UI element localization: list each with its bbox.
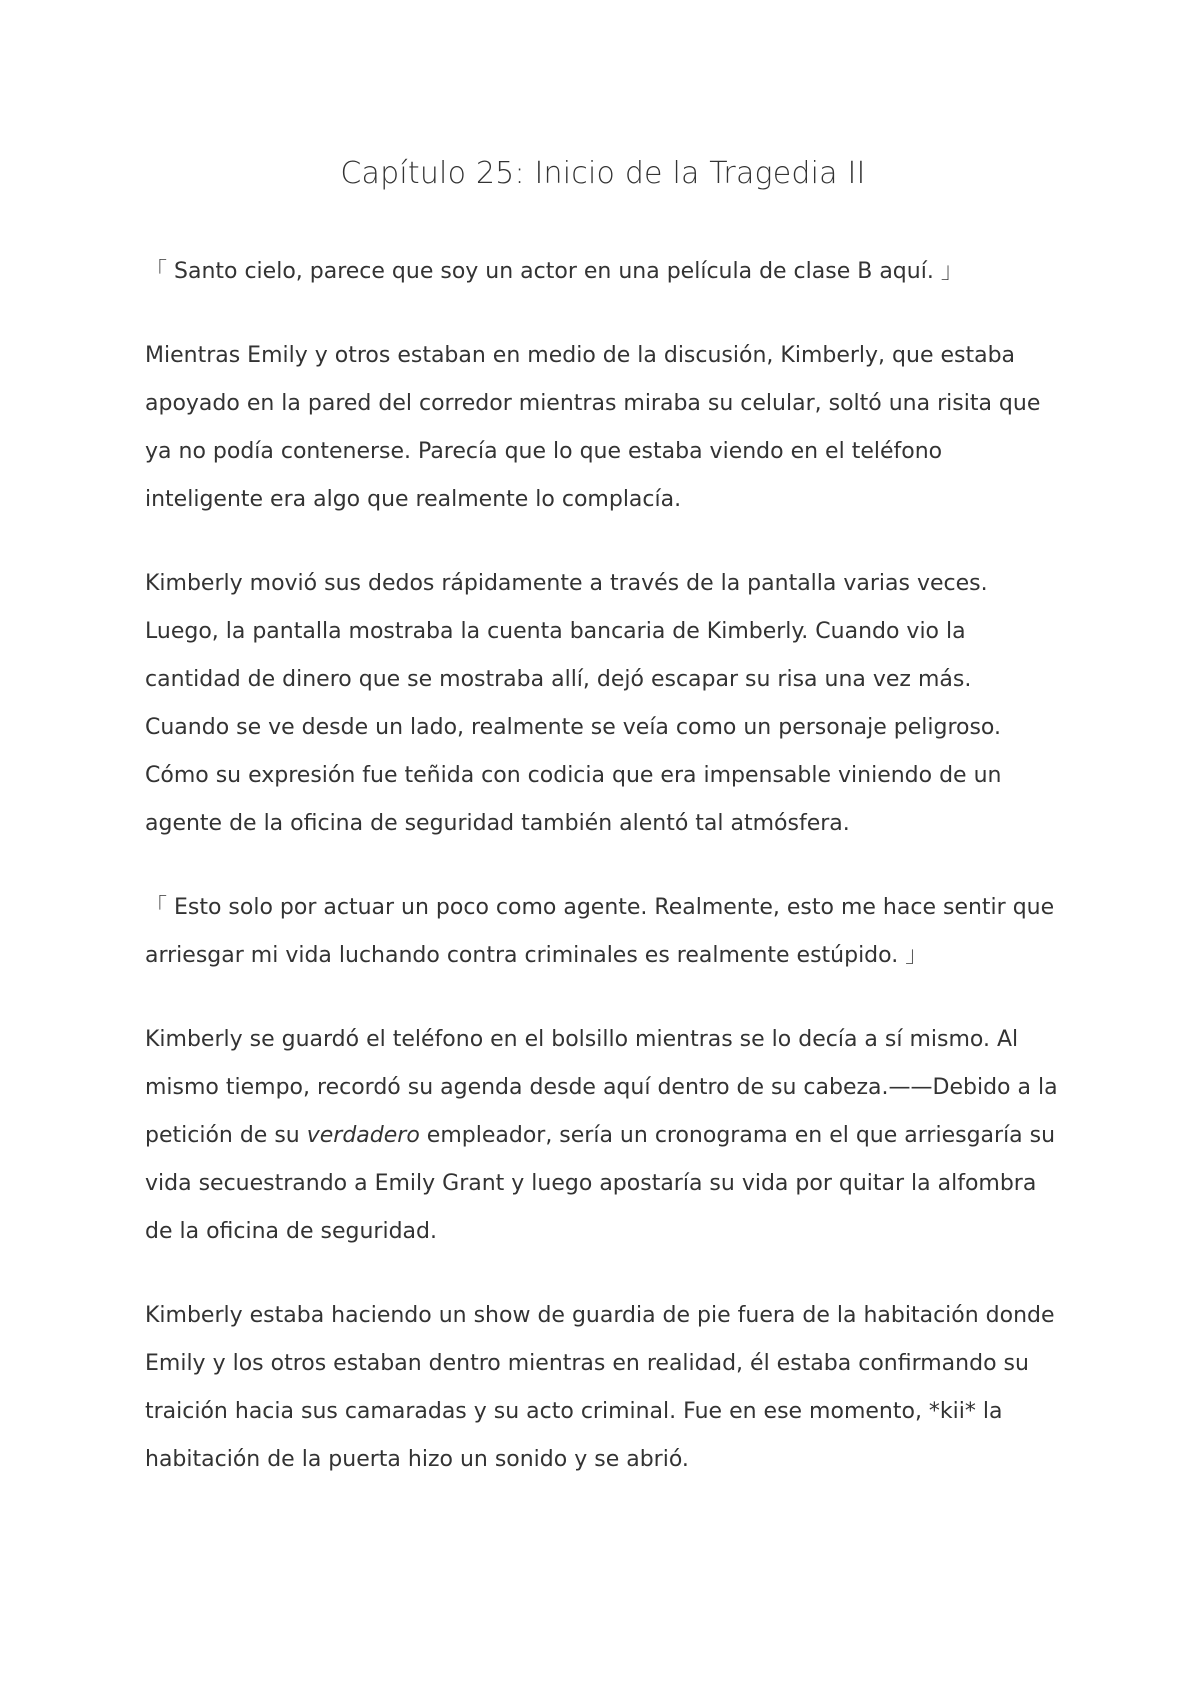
- paragraph-6: Kimberly estaba haciendo un show de guardia de pie fuera de la habitación donde Emily y los otros estaban dentro mientras en realidad, él estaba confirmando su traición hacia sus camaradas y su acto criminal. Fue en ese momento, *kii* la habitación de la puerta hizo un sonido y se abrió.: [145, 1303, 1055, 1472]
- paragraph-1: 「 Santo cielo, parece que soy un actor en una película de clase B aquí. 」: [145, 259, 963, 284]
- paragraph-3: Kimberly movió sus dedos rápidamente a través de la pantalla varias veces. Luego, la pantalla mostraba la cuenta bancaria de Kimberly. Cuando vio la cantidad de dinero que se mostraba allí, dejó escapar su risa una vez más. Cuando se ve desde un lado, realmente se veía como un personaje peligroso. Cómo su expresión fue teñida con codicia que era impensable viniendo de un agente de la oficina de seguridad también alentó tal atmósfera.: [145, 571, 1002, 836]
- paragraph-5-start: Kimberly se guardó el teléfono en el bolsillo mientras se lo decía a sí mismo. Al mismo tiempo, recordó su agenda desde aquí dentro de su cabeza.——Debido a la petición de su: [145, 1027, 1058, 1148]
- paragraph-2: Mientras Emily y otros estaban en medio de la discusión, Kimberly, que estaba apoyado en la pared del corredor mientras miraba su celular, soltó una risita que ya no podía contenerse. Parecía que lo que estaba viendo en el teléfono inteligente era algo que realmente lo complacía.: [145, 343, 1041, 512]
- chapter-title: Capítulo 25: Inicio de la Tragedia II: [340, 156, 866, 191]
- paragraph-5-italic-word: verdadero: [306, 1123, 420, 1148]
- paragraph-5: [145, 1016, 1061, 1256]
- paragraph-4: 「 Esto solo por actuar un poco como agente. Realmente, esto me hace sentir que arriesgar mi vida luchando contra criminales es realmente estúpido. 」: [145, 895, 1055, 968]
- paragraph-5-end: empleador, sería un cronograma en el que arriesgaría su vida secuestrando a Emily Grant y luego apostaría su vida por quitar la alfombra de la oficina de seguridad.: [145, 1123, 1056, 1244]
